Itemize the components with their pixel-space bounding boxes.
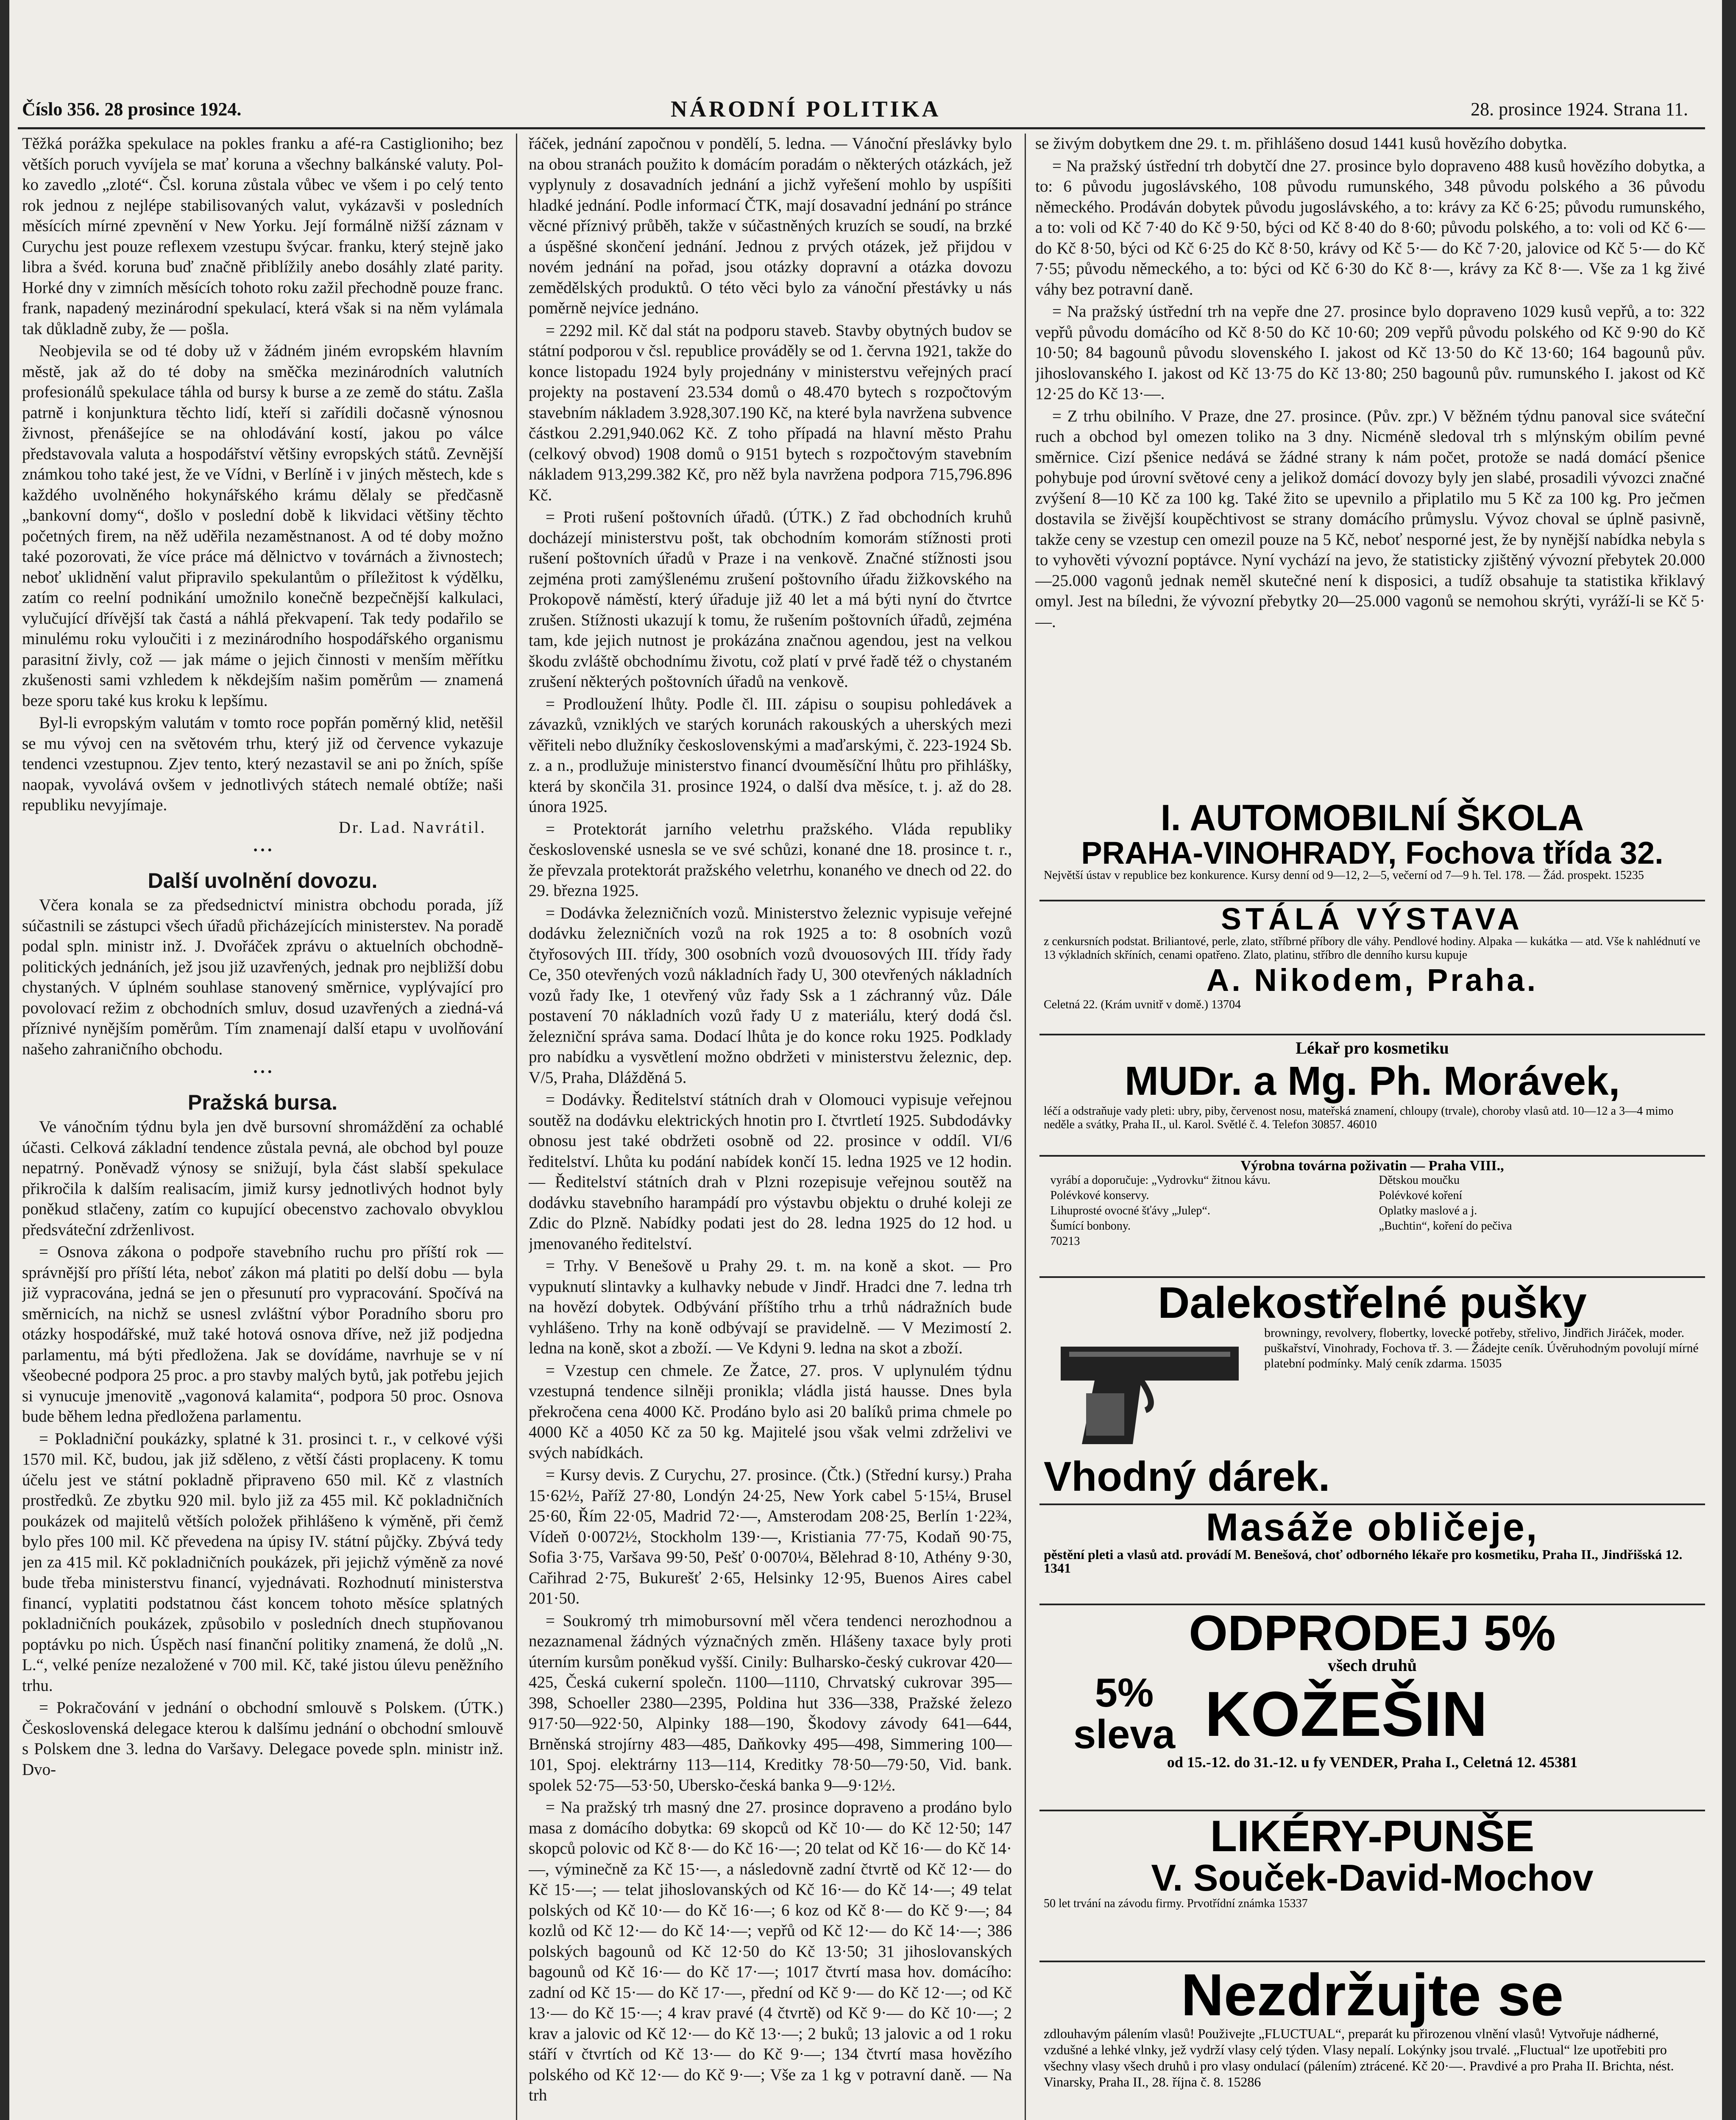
- article-paragraph: Byl-li evropským valutám v tomto roce popřán poměrný klid, netěšil se mu vývoj cen na světovém trhu, který již od července vykazuje tendenci vzestupnou. Zjev tento, který nezastavil se ani po žních, spíše naopak, vyvolává ovšem v jednotlivých státech nemalé obtíže; naši republiku nevyjímaje.: [22, 714, 503, 814]
- article-paragraph: = Na pražský ústřední trh dobytčí dne 27. prosince bylo dopraveno 488 kusů hovězího dobytka, a to: 6 původu jugoslávského, 108 původu rumunského, 348 původu polského a 36 původu německého. Prodáván dobytek původu jugoslávského, a to: krávy za Kč 6·25; původu rumunského, a to: voli od Kč 7·40 do Kč 9·50, býci od Kč 8·40 do 8·60; původu polského, a to: voli od Kč 6·— do Kč 8·50, býci od Kč 6·25 do Kč 8·50, krávy od Kč 5·— do Kč 7·20, jalovice od Kč 5·— do Kč 7·55; původu německého, a to: býci od Kč 6·30 do Kč 8·—, krávy za Kč 8·—. Vše za 1 kg živé váhy bez potravní daně.: [1035, 156, 1705, 298]
- article-paragraph: = Prodloužení lhůty. Podle čl. III. zápisu o soupisu pohledávek a závazků, vzniklých ve starých korunách rakouských a uherských mezi věřiteli nebo dlužníky československými a maďarskými, č. 223-1924 Sb. z. a n., prodlužuje ministerstvo financí dvouměsíční lhůtu pro přihlášky, která by skončila 31. prosince 1924, o další dva měsíce, t. j. až do 28. února 1925.: [529, 695, 1012, 816]
- article-paragraph: = Kursy devis. Z Curychu, 27. prosince. (Čtk.) (Střední kursy.) Praha 15·62½, Paříž 27·80, Londýn 24·25, New York cabel 5·15¼, Brusel 25·60, Řím 22·05, Madrid 72·—, Amsterodam 208·25, Berlín 1·22¾, Vídeň 0·0072½, Stockholm 139·—, Kristiania 77·75, Kodaň 90·75, Sofia 3·75, Varšava 99·50, Pešť 0·0070¼, Bělehrad 8·10, Athény 9·30, Cařihrad 2·75, Bukurešť 2·65, Helsinky 12·95, Buenos Aires cabel 201·50.: [529, 1466, 1012, 1607]
- ad-facial-massage: [1039, 1505, 1705, 1605]
- ad-product: Šumící bonbony.: [1050, 1219, 1131, 1233]
- ad-title: I. AUTOMOBILNÍ ŠKOLA: [1160, 798, 1584, 838]
- ad-body: [1044, 1672, 1701, 1755]
- ad-title: ODPRODEJ 5%: [1189, 1605, 1556, 1661]
- column-2: [529, 134, 1012, 2120]
- column-1: [22, 134, 503, 2120]
- article-paragraph: = Na pražský ústřední trh na vepře dne 27. prosince bylo dopraveno 1029 kusů vepřů, a to: 322 vepřů původu domácího od Kč 8·50 do Kč 10·60; 209 vepřů původu polského od Kč 9·90 do Kč 10·50; 84 bagounů původu slovenského I. jakost od Kč 13·50 do Kč 13·60; 164 bagounů pův. jihoslovanského I. jakost od Kč 13·75 do Kč 13·80; 250 bagounů pův. rumunského I. jakost od Kč 12·25 do Kč 13·—.: [1035, 302, 1705, 403]
- ad-subtitle: PRAHA-VINOHRADY, Fochova třída 32.: [1081, 835, 1664, 870]
- article-paragraph: Neobjevila se od té doby už v žádném jiném evropském hlavním městě, jak až do té doby na směčka mezinárodních valutních profesionálů spekulace táhla od bursy k burse a ze země do státu. Zašla patrně i konjunktura těchto lidí, kteří si zařídili dočasně výnosnou živnost, přenášejíce se na ohlodávání kostí, jakou po válce představovala valuta a hospodářství většiny evropských států. Zevnější známkou toho také jest, že ve Vídni, v Berlíně i v jiných městech, kde s každého uvolněného hokynářského krámu dělaly se předčasně „bankovní domy“, došlo v poslední době k likvidaci většiny těchto početných firem, na něž uděřila nezaměstnanost. A od té doby možno také pozorovati, že více práce má dělnictvo v továrnách a živnostech; neboť uklidnění valut připravilo spekulantům o příležitost k výdělku, zatím co reelní podnikání umožnilo konečně bezpečnější kalkulaci, vylučující dřívější tak častá a náhlá překvapení. Tak tedy podařilo se minulému roku vyloučiti i z mezinárodního hospodářského organismu parasitní živly, což — jak máme o jejich činnosti v menším měřítku zkušenosti sami vzhledem k někdejším našim poměrům — znamená beze sporu také kus kroku k lepšímu.: [22, 342, 503, 710]
- ad-subtitle: všech druhů: [1327, 1656, 1417, 1675]
- ad-cosmetics-doctor: [1039, 1035, 1705, 1157]
- ad-title: Dalekostřelné pušky: [1158, 1278, 1587, 1328]
- ad-discount: 5% sleva: [1073, 1670, 1176, 1757]
- advertisements: [1039, 797, 1705, 2120]
- article-paragraph: = Osnova zákona o podpoře stavebního ruchu pro příští rok — správnější pro příští léta, neboť zákon má platiti po delší dobu — byla již vypracována, jedná se jen o přesunutí pro vypracování. Spočívá na směrnicích, na nichž se usnesl zvláštní výbor Poradního sboru pro otázky hospodářské, muž také hotová osnova dříve, než již podjedna parlamentu, má býti předložena. Jak se dovídáme, navrhuje se v ní všeobecné podpora 25 proc. a pro stavby malých bytů, jak potřebu jejich si vynucuje jmenovitě „vagonová kalamita“, podpora 50 proc. Osnova bude během ledna předložena parlamentu.: [22, 1243, 503, 1425]
- article-paragraph: = 2292 mil. Kč dal stát na podporu staveb. Stavby obytných budov se státní podporou v čsl. republice prováděly se od 1. června 1921, takže do konce listopadu 1924 byly projednány v ministerstvu veřejných prací projekty na postavení 23.534 domů o 48.470 bytech s rozpočtovým stavebním nákladem 3.928,307.190 Kč, na které byla navržena subvence částkou 2.291,940.062 Kč. Z toho případá na hlavní město Prahu (celkový obvod) 1908 domů o 9151 bytech s rozpočtovým stavebním nákladem 913,299.382 Kč, pro něž byla navržena podpora 715,796.896 Kč.: [529, 321, 1012, 504]
- article-paragraph: = Na pražský trh masný dne 27. prosince dopraveno a prodáno bylo masa z domácího dobytka: 69 skopců od Kč 10·— do Kč 12·50; 147 skopců polovic od Kč 8·— do Kč 16·—; 20 telat od Kč 16·— do Kč 14·—, výminečně za Kč 15·—, a následovně zadní čtvrtě od Kč 12·— do Kč 15·—; — telat jihoslovanských od Kč 16·— do Kč 14·—; 49 telat polských od Kč 10·— do Kč 16·—; 6 koz od Kč 8·— do Kč 9·—; 84 kozlů od Kč 12·— do Kč 14·—; vepřů od Kč 12·— do Kč 14·—; 386 polských bagounů od Kč 12·50 do Kč 13·50; 31 jihoslovanských bagounů od Kč 16·— do Kč 17·—; 1017 čtvrtí masa hov. domácího: zadní od Kč 15·— do Kč 17·—, přední od Kč 9·— do Kč 12·—; od Kč 13·— do Kč 15·—; 4 krav pravé (4 čtvrtě) od Kč 9·— do Kč 10·—; 2 krav a jalovic od Kč 12·— do Kč 13·—; 2 buků; 13 jalovic a od 1 roku stáří v čtvrtích od Kč 13·— do Kč 9·—; 134 čtvrtí masa hovězího polského od Kč 12·— do Kč 9·—; Vše za 1 kg v potravní daně. — Na trh: [529, 1798, 1012, 2104]
- article-paragraph: Včera konala se za předsednictví ministra obchodu porada, jíž súčastnili se zástupci všech úřadů přicházejících ministerstev. Na poradě podal spln. ministr inž. J. Dvořáček zprávu o aktuelních obchodně-politických jednáních, jež jsou již uzavřených, jednak pro nejbližší dobu chystaných. V úplném souhlase stanovený směrnice, vyplývající pro povolovací režim z obchodních smluv, dosud uzavřených a ziedná-vá příznivé nynějším poměrům. Tím znamenají další etapu v uvolňování našeho zahraničního obchodu.: [22, 896, 503, 1058]
- ad-product-list: [1044, 1173, 1701, 1249]
- ad-product: vyrábí a doporučuje: „Vydrovku“ žitnou kávu.: [1050, 1174, 1271, 1187]
- ad-product: Polévkové konservy.: [1050, 1189, 1149, 1202]
- ad-product: „Buchtin“, koření do pečiva: [1379, 1219, 1512, 1233]
- author-signature: Dr. Lad. Navrátil.: [338, 818, 486, 837]
- date-page: 28. prosince 1924. Strana 11.: [1471, 99, 1688, 120]
- article-paragraph: = Pokladniční poukázky, splatné k 31. prosinci t. r., v celkové výši 1570 mil. Kč, budou, jak již sděleno, z větší části proplaceny. K tomu účelu jest ve státní pokladně připraveno 650 mil. Kč z vlastních prostředků. Ze zbytku 920 mil. bylo již za 455 mil. Kč pokladničních poukázek od majitelů větších položek přihlášeno k výměně, při čemž bylo přes 100 mil. Kč převedena na úpisy IV. státní půjčky. Zbývá tedy jen za 415 mil. Kč pokladničních poukázek, při jejichž výměně za nové bude třeba ministerstvu financí, vyjednávati. Rozhodnutí ministerstva financí, vyplatiti podstatnou část koncem tohoto měsíce splatných pokladničních poukázek, způsobilo v posledních dnech stupňovanou poptávku po nich. Úspěch nasí finanční politiky znamená, že dolů „N. L.“, velké peníze nezaložené v 700 mil. Kč, také jistou úlevu peněžního trhu.: [22, 1429, 503, 1695]
- ad-text: browningy, revolvery, flobertky, lovecké potřeby, střelivo, Jindřich Jiráček, moder. puškařství, Vinohrady, Fochova tř. 3. — Žádejte ceník. Úvěruhodným povolují mírné platební podmínky. Malý ceník zdarma. 15035: [1264, 1326, 1699, 1371]
- column-divider: [1025, 134, 1026, 2120]
- masthead-rule: [18, 127, 1705, 129]
- issue-number: Číslo 356. 28 prosince 1924.: [22, 99, 242, 120]
- column-3: [1035, 134, 1705, 782]
- ad-title: LIKÉRY-PUNŠE: [1210, 1812, 1535, 1861]
- article-paragraph: = Dodávka železničních vozů. Ministerstvo železnic vypisuje veřejné dodávku železničních vozů na rok 1925 a to: 8 osobních vozů čtyřosových III. třídy, 300 osobních vozů dvouosových III. třídy řady Ce, 350 otevřených vozů nákladních řady U, 300 otevřených nákladních vozů řady Ike, 1 otevřený vůz řady Ssk a 1 záchranný vůz. Dále postavení 70 nákladních vozů řady U z materiálu, který dodá čsl. železniční správa sama. Dodací lhůta je do konce roku 1925. Podklady pro nabídku a vysvětlení možno obdržeti v ministerstvu železnic, dep. V/5, Praha, Dlážděná 5.: [529, 904, 1012, 1087]
- masthead: [9, 94, 1722, 128]
- ad-text: od 15.-12. do 31.-12. u fy VENDER, Praha I., Celetná 12. 45381: [1167, 1754, 1578, 1771]
- ad-heading: Výrobna továrna poživatin — Praha VIII.,: [1240, 1158, 1504, 1174]
- ad-text: léčí a odstraňuje vady pleti: ubry, piby, červenost nosu, mateřská znamení, chloupy (trvale), choroby vlasů atd. 10—12 a 3—4 mimo neděle a svátky, Praha II., ul. Karol. Světlé č. 4. Telefon 30857. 46010: [1044, 1105, 1674, 1131]
- ad-product: Dětskou moučku: [1379, 1174, 1460, 1187]
- ad-title: MUDr. a Mg. Ph. Morávek,: [1124, 1058, 1620, 1104]
- article-paragraph: = Soukromý trh mimobursovní měl včera tendenci nerozhodnou a nezaznamenal žádných význačných změn. Hlášeny taxace byly proti úterním kursům poněkud vyšší. Cinily: Bulharsko-český cukrovar 420—425, Česká cukerní společn. 1100—1110, Chrvatský cukrovar 395—398, Schoeller 2380—2395, Poldina hut 336—338, Pražské železo 917·50—922·50, Alpinky 188—190, Škodovy závody 641—644, Brněnská strojírny 483—485, Daňkovky 495—498, Simmering 100—101, Spoj. elektrárny 113—114, Kreditky 78·50—79·50, Vid. bank. spolek 52·75—53·50, Ubersko-česká banka 9—9·12½.: [529, 1611, 1012, 1794]
- article-paragraph: Těžká porážka spekulace na pokles franku a afé-ra Castiglioniho; bez větších poruch vyvíjela se mať koruna a všechny balkánské valuty. Pol-ko zavedlo „zloté“. Čsl. koruna zůstala vůbec ve všem i po celý tento rok jednou z nejlépe stabilisovaných valut, vykázavši v posledních měsících mírné zpevnění v New Yorku. Její formálně nižší záznam v Curychu jest pouze reflexem vzestupu švýcar. franku, který stejně jako libra a švéd. koruna buď značně přiblížily anebo dosáhly zlaté parity. Horké dny v zimních měsících tohoto roku zažil přechodně pouze franc. frank, napadený mezinárodní spekulací, která však si na něm vylámala tak důkladně zuby, že — pošla.: [22, 134, 503, 338]
- ad-text: z cenkursních podstat. Briliantové, perle, zlato, stříbrné příbory dle váhy. Pendlové hodiny. Alpaka — kukátka — atd. Vše k nahlédnutí ve 13 výkladních skříních, cenami opatřeno. Zlato, platinu, stříbro dle denního kursu kupuje: [1044, 935, 1700, 962]
- article-heading: Pražská bursa.: [188, 1090, 337, 1114]
- ad-title: Nezdržujte se: [1181, 1962, 1564, 2028]
- article-paragraph: = Pokračování v jednání o obchodní smlouvě s Polskem. (ÚTK.) Československá delegace kterou k dalšímu jednání o obchodní smlouvě s Polskem dne 3. ledna do Varšavy. Delegace povede spln. ministr inž. Dvo-: [22, 1699, 503, 1779]
- ad-product: Oplatky maslové a j.: [1379, 1204, 1477, 1217]
- ad-exhibition: [1039, 901, 1705, 1035]
- ad-heading: Lékař pro kosmetiku: [1296, 1038, 1449, 1057]
- section-separator: • • •: [253, 1066, 272, 1079]
- section-separator: • • •: [253, 844, 272, 857]
- ad-subtitle: V. Souček-David-Mochov: [1151, 1857, 1594, 1899]
- ad-text: Největší ústav v republice bez konkurence. Kursy denní od 9—12, 2—5, večerní od 7—9 h. Tel. 178. — Žád. prospekt. 15235: [1044, 869, 1644, 882]
- ad-address: Celetná 22. (Krám uvnitř v domě.) 13704: [1044, 998, 1241, 1012]
- article-paragraph: Ve vánočním týdnu byla jen dvě bursovní shromáždění za ochablé účasti. Celková základní tendence zůstala pevná, ale obchod byl pouze nepatrný. Poněvadž výnosy se snižují, byla část slabší spekulace přikročila k dalším realisacím, jimiž kursy jednotlivých hodnot byly poněkud stlačeny, zatím co kupující obecenstvo zachovalo obvyklou předsváteční zdrženlivost.: [22, 1118, 503, 1239]
- article-paragraph: = Protektorát jarního veletrhu pražského. Vláda republiky československé usnesla se ve své schůzi, konané dne 18. prosince t. r., že převzala protektorát pražského veletrhu, konaného ve dnech od 22. do 29. března 1925.: [529, 820, 1012, 900]
- ad-merchant: A. Nikodem, Praha.: [1206, 962, 1538, 998]
- ad-text: 50 let trvání na závodu firmy. Prvotřídní známka 15337: [1044, 1897, 1308, 1910]
- pistol-icon: [1044, 1325, 1264, 1453]
- ad-product: Lihuprosté ovocné šťávy „Julep“.: [1050, 1204, 1210, 1217]
- ad-fur-sale: [1039, 1605, 1705, 1811]
- ad-driving-school: [1039, 797, 1705, 901]
- column-divider: [516, 134, 517, 2120]
- ad-slogan: Vhodný dárek.: [1044, 1453, 1330, 1500]
- article-paragraph: = Vzestup cen chmele. Ze Žatce, 27. pros. V uplynulém týdnu vzestupná tendence silněji pronikla; vládla jistá hausse. Dnes byla překročena cena 4000 Kč. Prodáno bylo asi 20 balíků prima chmele po 4000 Kč a 4050 Kč za 50 kg. Majitelé jsou však velmi zdrželivi ve svých nabídkách.: [529, 1361, 1012, 1462]
- article-paragraph: = Trhy. V Benešově u Prahy 29. t. m. na koně a skot. — Pro vypuknutí slintavky a kulhavky nebude v Jindř. Hradci dne 7. ledna trh na hovězí dobytek. Odbývání příštího trhu a trhů nádražních bude vyhlášeno. Trhy na koně odbývají se pravidelně. — V Mezimostí 2. ledna na koně, skot a zboží. — Ve Kdyni 9. ledna na skot a zboží.: [529, 1257, 1012, 1357]
- article-paragraph: = Proti rušení poštovních úřadů. (ÚTK.) Z řad obchodních kruhů docházejí ministerstvu pošt, tak obchodním komorám stížnosti proti rušení poštovních úřadů v Praze i na venkově. Značné stížnosti jsou zejména proti zamýšlenému zrušení poštovního úřadu žižkovského na Prokopově náměstí, který úřaduje již 40 let a má býti nyní do čtvrtce zrušen. Stížnosti ukazují k tomu, že rušením poštovních úřadů, zejména tam, kde jejich nutnost je prokázána značnou agendou, jest na velkou škodu zvláště obchodnímu životu, což platí v prvé řadě též o chystaném zrušení některých poštovních úřadů na venkově.: [529, 508, 1012, 691]
- ad-title: Masáže obličeje,: [1206, 1506, 1539, 1549]
- ad-food-factory: [1039, 1157, 1705, 1278]
- ad-rifles: [1039, 1278, 1705, 1505]
- ad-text: zdlouhavým pálením vlasů! Použivejte „FLUCTUAL“, preparát ku přirozenou vlnění vlasů! Vytvořuje nádherné, vzdušné a lehké vlnky, jež vydrží vlasy celý týden. Vlasy nepalí. Lokýnky jsou trvalé. „Fluctual“ lze upotřebiti pro všechny vlasy všech druhů i pro vlasy ondulací (pálením) ztrácené. Kč 20·—. Pravdivé a pro Praha II. Brichta, nést. Vinarsky, Praha II., 28. října č. 8. 15286: [1044, 2025, 1674, 2089]
- ad-fluctual: [1039, 1962, 1705, 2120]
- ad-product: Polévkové koření: [1379, 1189, 1463, 1202]
- ad-title: STÁLÁ VÝSTAVA: [1220, 902, 1524, 936]
- article-paragraph: = Dodávky. Ředitelství státních drah v Olomouci vypisuje veřejnou soutěž na dodávku elektrických hnotin pro I. čtvrtletí 1925. Subdodávky obnosu jest také obdržeti osobně od 22. prosince v oddíl. VI/6 ředitelství. Lhůta ku podání nabídek končí 15. ledna 1925 ve 12 hodin. — Ředitelství státních drah v Plzni rozepisuje veřejnou soutěž na dodávku stavebního harampádí pro výstavbu objektu o druhé koleji ze Zdic do Plzně. Nabídky podati jest do 28. ledna 1925 do 12 hod. u jmenovaného ředitelství.: [529, 1091, 1012, 1253]
- ad-product: 70213: [1050, 1235, 1080, 1248]
- newspaper-page: [9, 0, 1722, 2120]
- article-paragraph: se živým dobytkem dne 29. t. m. přihlášeno dosud 1441 kusů hovězího dobytka.: [1035, 134, 1567, 153]
- ad-liquors: [1039, 1811, 1705, 1962]
- article-paragraph: = Z trhu obilního. V Praze, dne 27. prosince. (Pův. zpr.) V běžném týdnu panoval sice sváteční ruch a obchod byl omezen toliko na 3 dny. Nicméně sledoval trh s mlýnským obilím pevné směrnice. Cizí pšenice nedává se žádné strany k nám počet, protože se nadá domácí pšenice pohybuje pod úrovní světové ceny a jelikož domácí dovozy byly jen slabé, prosadili vývozci značné zvýšení 8—10 Kč za 100 kg. Také žito se upevnilo a připlatilo mu 5 Kč za 100 kg. Pro ječmen dostavila se živější koupěchtivost se strany domácího průmyslu. Vývoz choval se úplně pasivně, takže ceny se vzestup cen omezil pouze na 5 Kč, neboť nesporné jest, že by nynější nabídka nebyla s to vyhověti vývozní poptávce. Nyní vychází na jevo, že statisticky zjištěný vývozní přebytek 20.000—25.000 vagonů jednak neměl skutečné není k disposici, a tudíž obsahuje ta statistika křiklavý omyl. Jest na bíledni, že vývozní přebytky 20—25.000 vagonů se nemohou skrýti, vyráží-li se Kč 5·—.: [1035, 407, 1705, 631]
- ad-body: [1044, 1325, 1701, 1453]
- ad-product: KOŽEŠIN: [1205, 1678, 1488, 1749]
- ad-text: pěstění pleti a vlasů atd. provádí M. Benešová, choť odborného lékaře pro kosmetiku, Praha II., Jindřišská 12. 1341: [1044, 1546, 1683, 1576]
- article-paragraph: řáček, jednání započnou v pondělí, 5. ledna. — Vánoční přeslávky bylo na obou stranách použito k domácím poradám o některých otázkách, jež vyplynuly z dosavadních jednání a jichž vyřešení mohlo by uspíšiti hladké jednání. Podle informací ČTK, mají dosavadní jednání po stránce věcné příznivý průběh, takže v súčastněných kruzích se soudí, na brzké a úspěšné skončení jednání. Jednou z prvých otázek, jež přijdou v novém jednání na pořad, jsou otázky dopravní a otázka dovozu zemědělských produktů. O této věci bylo za vánoční přestávky u nás poměrně nejvíce jednáno.: [529, 134, 1012, 317]
- article-heading: Další uvolnění dovozu.: [148, 868, 378, 893]
- newspaper-title: NÁRODNÍ POLITIKA: [671, 96, 941, 122]
